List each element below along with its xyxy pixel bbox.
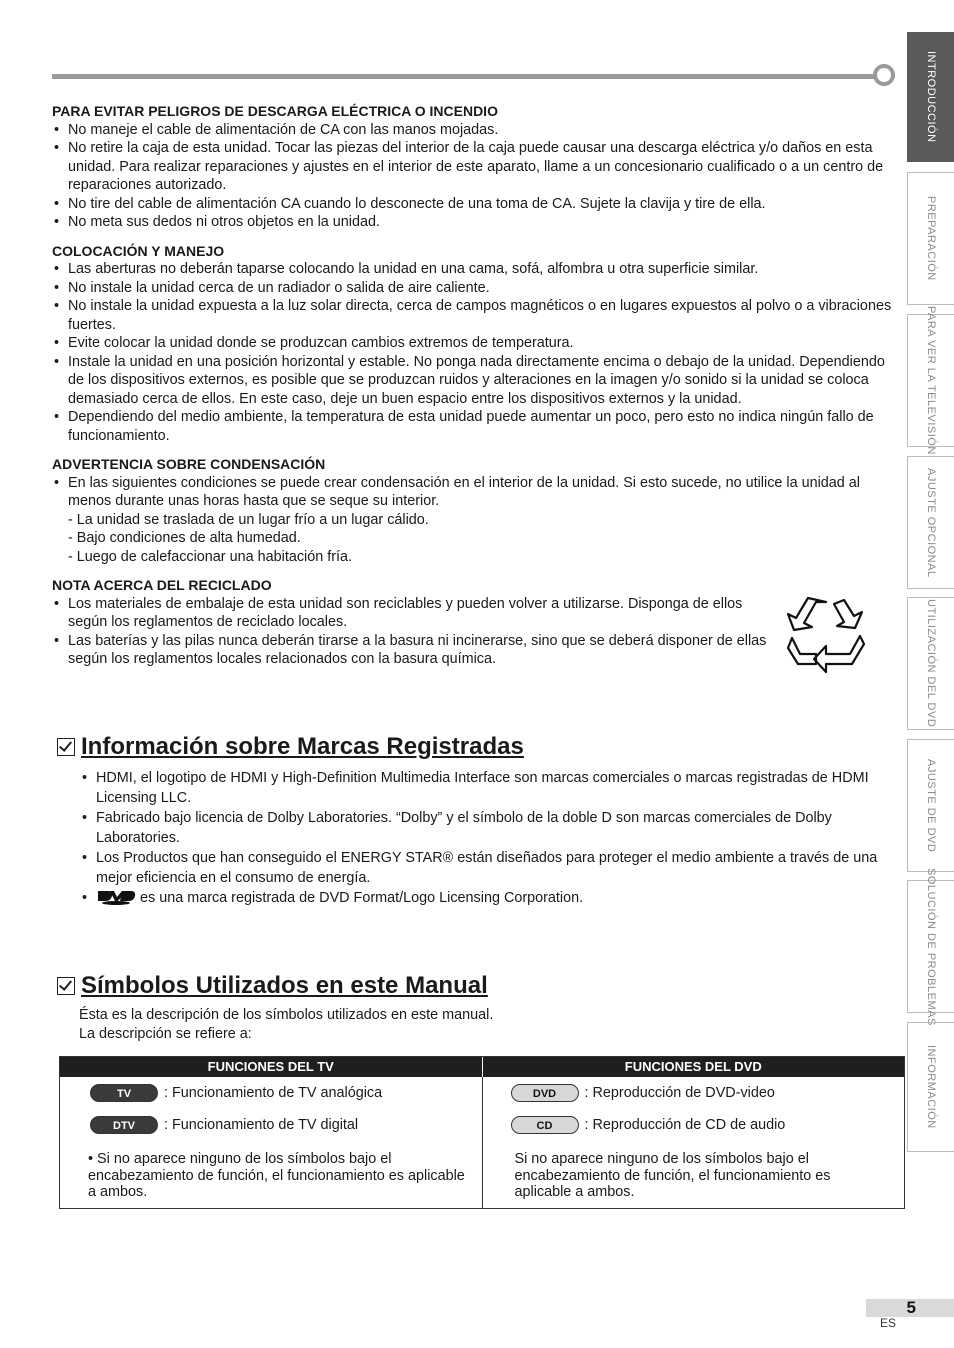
tab-ajuste-opcional[interactable]: AJUSTE OPCIONAL (907, 456, 954, 589)
list-item: • Las baterías y las pilas nunca deberán tirarse a la basura ni incinerarse, sino que se deberá disponer de ellas según los reglamentos locales relacionados con la basura química. (52, 632, 782, 669)
trademarks-heading: Información sobre Marcas Registradas (57, 733, 524, 761)
list-item: • No maneje el cable de alimentación de CA con las manos mojadas. (52, 121, 902, 140)
tab-utilizacion-del-dvd[interactable]: UTILIZACIÓN DEL DVD (907, 597, 954, 730)
tab-para-ver-la-television[interactable]: PARA VER LA TELEVISIÓN (907, 314, 954, 447)
header-rule (52, 74, 880, 79)
bullet-list (52, 595, 782, 669)
intro-line: Ésta es la descripción de los símbolos utilizados en este manual. (79, 1007, 494, 1023)
section-heading: NOTA ACERCA DEL RECICLADO (52, 577, 272, 593)
column-header-tv: FUNCIONES DEL TV (60, 1057, 483, 1077)
symbols-heading: Símbolos Utilizados en este Manual (57, 972, 488, 1000)
list-item: • No tire del cable de alimentación CA cuando lo desconecte de una toma de CA. Sujete la clavija y tire de ella. (52, 195, 902, 214)
table-row (90, 1084, 382, 1102)
sub-item: - Bajo condiciones de alta humedad. (68, 530, 301, 546)
functions-table (59, 1056, 905, 1209)
checkbox-icon (57, 977, 75, 995)
table-header (60, 1057, 904, 1077)
section-heading: ADVERTENCIA SOBRE CONDENSACIÓN (52, 456, 326, 472)
trademarks-list (80, 768, 900, 908)
tab-introduccion[interactable]: INTRODUCCIÓN (907, 32, 954, 162)
list-item: • Las aberturas no deberán taparse colocando la unidad en una cama, sofá, alfombra u otra superficie similar. (52, 260, 902, 279)
checkbox-icon (57, 738, 75, 756)
dvd-logo-icon (96, 889, 136, 905)
list-item: • Los Productos que han conseguido el ENERGY STAR® están diseñados para proteger el medio ambiente a través de una mejor eficiencia en el consumo de energía. (80, 848, 900, 888)
list-item: • HDMI, el logotipo de HDMI y High-Definition Multimedia Interface son marcas comerciales o marcas registradas de HDMI Licensing LLC. (80, 768, 900, 808)
bullet-list (52, 260, 902, 445)
table-row (90, 1116, 358, 1134)
list-item: • No meta sus dedos ni otros objetos en la unidad. (52, 213, 902, 232)
tv-column (60, 1077, 483, 1208)
tab-preparacion[interactable]: PREPARACIÓN (907, 172, 954, 305)
row-text: : Funcionamiento de TV analógica (164, 1085, 383, 1101)
section-heading: PARA EVITAR PELIGROS DE DESCARGA ELÉCTRICA O INCENDIO (52, 103, 498, 119)
sub-item: - La unidad se traslada de un lugar frío a un lugar cálido. (68, 511, 429, 528)
bullet-list (52, 474, 902, 511)
table-row (511, 1084, 775, 1102)
dvd-column (483, 1077, 905, 1208)
list-item: • Los materiales de embalaje de esta unidad son reciclables y pueden volver a utilizarse. Disponga de ellos según los reglamentos de reciclado locales. (52, 595, 782, 632)
dvd-badge: DVD (511, 1084, 579, 1102)
precautions (52, 102, 902, 669)
column-header-dvd: FUNCIONES DEL DVD (624, 1059, 762, 1074)
dtv-badge: DTV (90, 1116, 158, 1134)
row-text: : Reproducción de CD de audio (584, 1117, 786, 1133)
tv-badge: TV (90, 1084, 158, 1102)
intro-line: La descripción se refiere a: (79, 1025, 252, 1042)
list-item (80, 888, 900, 908)
section-heading: COLOCACIÓN Y MANEJO (52, 242, 225, 259)
table-row (511, 1116, 786, 1134)
dvd-trademark-text: es una marca registrada de DVD Format/Logo Licensing Corporation. (140, 890, 584, 906)
list-item: • No retire la caja de esta unidad. Tocar las piezas del interior de la caja puede causar una descarga eléctrica y/o daños en esta unidad. Para realizar reparaciones y ajustes en el interior de este aparato, llame a un concesionario cualificado o a un centro de reparaciones autorizado. (52, 139, 902, 195)
recycle-icon (786, 596, 866, 676)
list-item: • No instale la unidad cerca de un radiador o salida de aire caliente. (52, 279, 902, 298)
list-item: • En las siguientes condiciones se puede crear condensación en el interior de la unidad. Si esto sucede, no utilice la unidad al menos durante unas horas hasta que se seque su interior. (52, 474, 902, 511)
dvd-note: Si no aparece ninguno de los símbolos bajo el encabezamiento de función, el funcionamiento es aplicable a ambos. (514, 1151, 831, 1200)
tab-informacion[interactable]: INFORMACIÓN (907, 1022, 954, 1152)
symbols-intro (79, 1006, 493, 1043)
row-text: : Reproducción de DVD-video (584, 1085, 775, 1101)
bullet-list (52, 121, 902, 232)
page-number-box (866, 1299, 954, 1317)
sub-item: - Luego de calefaccionar una habitación fría. (68, 548, 353, 565)
list-item: • Evite colocar la unidad donde se produzcan cambios extremos de temperatura. (52, 334, 902, 353)
tv-note: • Si no aparece ninguno de los símbolos bajo el encabezamiento de función, el funcionamiento es aplicable a ambos. (88, 1151, 465, 1200)
page-number: 5 (906, 1298, 916, 1317)
header-rule-circle (873, 64, 895, 86)
row-text: : Funcionamiento de TV digital (164, 1117, 359, 1133)
list-item: • Fabricado bajo licencia de Dolby Laboratories. “Dolby” y el símbolo de la doble D son marcas comerciales de Dolby Laboratories. (80, 808, 900, 848)
list-item: • Dependiendo del medio ambiente, la temperatura de esta unidad puede aumentar un poco, pero esto no indica ningún fallo de funcionamiento. (52, 408, 902, 445)
list-item: • No instale la unidad expuesta a la luz solar directa, cerca de campos magnéticos o en lugares expuestos al polvo o a vibraciones fuertes. (52, 297, 902, 334)
cd-badge: CD (511, 1116, 579, 1134)
tab-solucion-de-problemas[interactable]: SOLUCIÓN DE PROBLEMAS (907, 880, 954, 1013)
list-item: • Instale la unidad en una posición horizontal y estable. No ponga nada directamente encima o debajo de la unidad. Dependiendo de los dispositivos externos, es posible que se produzcan ruidos y alteraciones en la imagen y/o sonido si la unidad se coloca demasiado cerca de ellos. En este caso, deje un buen espacio entre los dispositivos externos y la unidad. (52, 353, 902, 409)
page-language: ES (880, 1316, 897, 1330)
tab-ajuste-de-dvd[interactable]: AJUSTE DE DVD (907, 739, 954, 872)
